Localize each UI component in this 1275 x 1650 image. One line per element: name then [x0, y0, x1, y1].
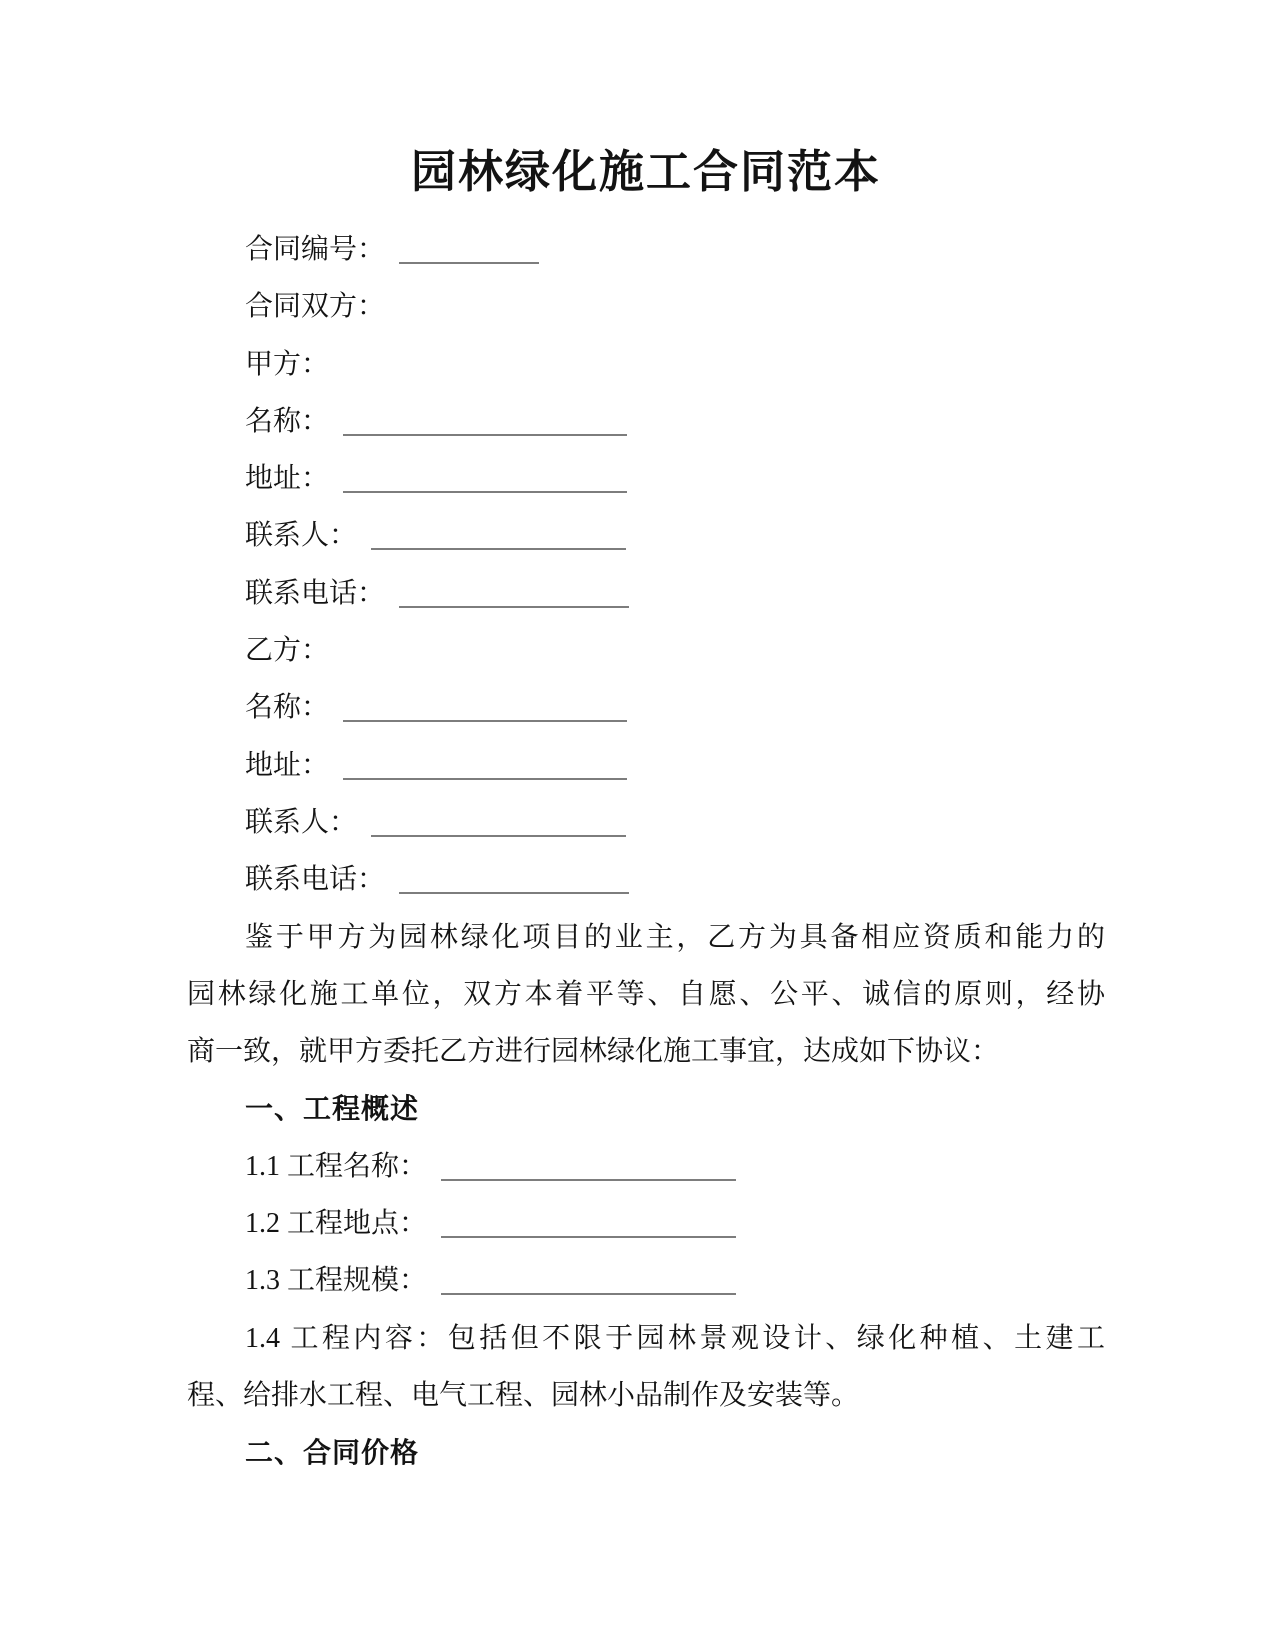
preamble-line-3: 商一致，就甲方委托乙方进行园林绿化施工事宜，达成如下协议： — [187, 1036, 1000, 1068]
party-a-address-label: 地址： — [245, 463, 330, 495]
party-a-contact-label: 联系人： — [245, 520, 358, 552]
preamble-line-2: 园林绿化施工单位，双方本着平等、自愿、公平、诚信的原则，经协 — [187, 978, 1105, 1010]
party-b-address-blank — [343, 750, 627, 780]
section-1-heading: 一、工程概述 — [245, 1093, 420, 1125]
party-a-address-row — [187, 450, 1105, 507]
item-1-1-blank — [441, 1151, 736, 1181]
party-b-contact-row — [187, 794, 1105, 851]
party-b-name-label: 名称： — [245, 692, 330, 724]
party-b-contact-blank — [371, 807, 626, 837]
item-1-2-row — [187, 1195, 1105, 1252]
item-1-3-blank — [441, 1265, 736, 1295]
party-a-label: 甲方： — [245, 348, 330, 380]
item-1-1-row — [187, 1138, 1105, 1195]
party-a-phone-row — [187, 565, 1105, 622]
party-a-phone-blank — [399, 578, 629, 608]
section-2-heading: 二、合同价格 — [245, 1437, 420, 1469]
contract-number-blank — [399, 234, 539, 264]
party-a-name-label: 名称： — [245, 405, 330, 437]
party-b-phone-blank — [399, 864, 629, 894]
item-1-2-blank — [441, 1208, 736, 1238]
party-b-phone-row — [187, 851, 1105, 908]
party-b-contact-label: 联系人： — [245, 806, 358, 838]
contract-number-row — [187, 221, 1105, 278]
party-b-address-label: 地址： — [245, 749, 330, 781]
party-b-address-row — [187, 737, 1105, 794]
party-a-contact-blank — [371, 520, 626, 550]
item-1-4-line-2: 程、给排水工程、电气工程、园林小品制作及安装等。 — [187, 1379, 860, 1411]
party-b-name-row — [187, 679, 1105, 736]
parties-label: 合同双方： — [245, 291, 386, 323]
preamble-line-1: 鉴于甲方为园林绿化项目的业主，乙方为具备相应资质和能力的 — [245, 921, 1105, 953]
document-title: 园林绿化施工合同范本 — [410, 147, 881, 197]
item-1-4-line-1: 1.4 工程内容：包括但不限于园林景观设计、绿化种植、土建工 — [245, 1322, 1105, 1354]
party-a-name-blank — [343, 406, 627, 436]
party-a-name-row — [187, 393, 1105, 450]
item-1-3-label: 1.3 工程规模： — [245, 1265, 428, 1297]
party-a-phone-label: 联系电话： — [245, 577, 386, 609]
document-body — [187, 221, 1105, 1482]
item-1-2-label: 1.2 工程地点： — [245, 1208, 428, 1240]
party-a-contact-row — [187, 507, 1105, 564]
party-b-phone-label: 联系电话： — [245, 864, 386, 896]
party-a-address-blank — [343, 463, 627, 493]
item-1-1-label: 1.1 工程名称： — [245, 1150, 428, 1182]
item-1-3-row — [187, 1252, 1105, 1309]
party-b-label: 乙方： — [245, 635, 330, 667]
contract-number-label: 合同编号： — [245, 234, 386, 265]
party-b-name-blank — [343, 692, 627, 722]
